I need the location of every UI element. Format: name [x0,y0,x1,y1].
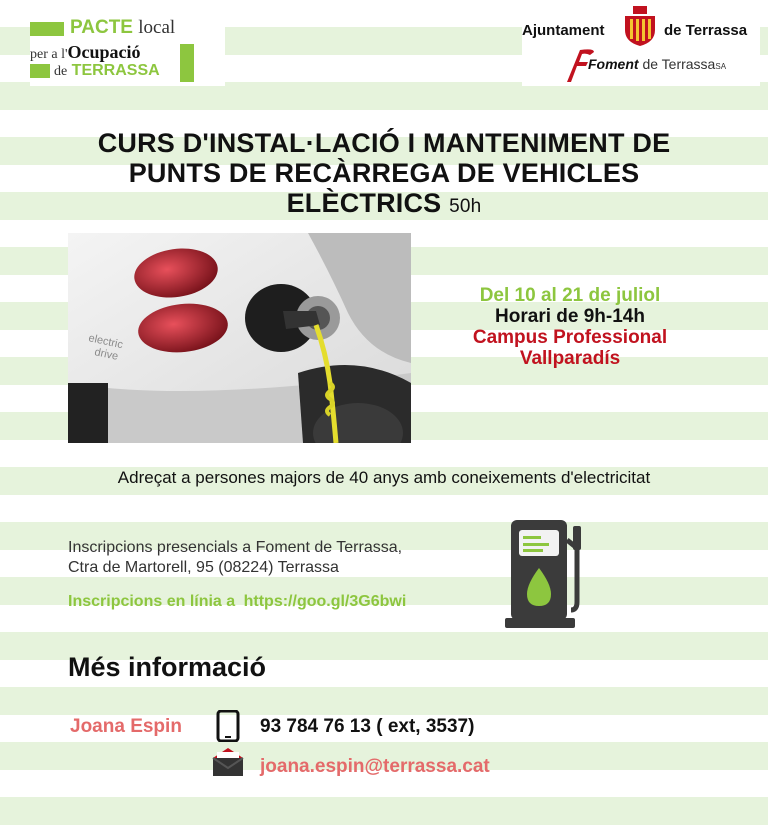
contact-name: Joana Espin [70,716,182,737]
logo-terrassa-word: TERRASSA [71,62,160,79]
inperson-line-2: Ctra de Martorell, 95 (08224) Terrassa [68,559,339,576]
contact-phone[interactable]: 93 784 76 13 ( ext, 3537) [260,716,475,737]
inperson-line-1: Inscripcions presencials a Foment de Terrassa, [68,539,403,556]
title-line-1: CURS D'INSTAL·LACIÓ I MANTENIMENT DE [97,128,671,158]
course-schedule: Horari de 9h-14h [495,306,645,327]
course-audience: Adreçat a persones majors de 40 anys amb coneixements d'electricitat [117,468,651,487]
logo-local-word: local [138,17,176,38]
foment-text [588,56,726,72]
logo-line1 [70,18,175,38]
course-details [430,285,710,369]
logo-line3 [54,62,160,80]
logo-pacte-word: PACTE [70,17,133,38]
title-line-2: PUNTS DE RECÀRREGA DE VEHICLES [128,158,640,188]
contact-email[interactable]: joana.espin@terrassa.cat [260,756,490,777]
online-label: Inscripcions en línia a [68,593,236,610]
pacte-local-logo [30,8,225,86]
logo-per-word: per a l' [30,47,68,62]
course-dates: Del 10 al 21 de juliol [479,285,661,306]
logo-line2 [30,42,141,63]
more-info-heading: Més informació [68,652,267,682]
logo-bar-bottom [30,64,50,78]
title-line-3-text: ELÈCTRICS [286,188,442,218]
logo-ocupacio-word: Ocupació [67,42,141,62]
title-line-3 [40,188,728,222]
inperson-registration [68,538,402,578]
car-badge-line1: electric [87,332,124,352]
course-venue-2: Vallparadís [519,348,621,369]
online-registration [68,593,406,611]
mobile-phone-icon [216,710,240,742]
online-link[interactable]: https://goo.gl/3G6bwi [243,593,407,610]
email-envelope-icon [211,746,245,778]
car-badge-line2: drive [93,346,120,363]
foment-rest-word: de Terrassa [642,56,716,72]
ajuntament-logo [522,4,760,86]
logo-vbar [180,44,194,82]
course-venue-1: Campus Professional [472,327,668,348]
logo-de-word: de [54,64,68,79]
de-terrassa-word: de Terrassa [664,22,748,39]
course-title [40,128,728,222]
green-fuel-pump-icon [505,518,587,630]
ajuntament-word: Ajuntament [522,22,605,39]
foment-suffix: SA [715,62,727,71]
course-duration: 50h [449,196,482,217]
coat-of-arms-icon [622,6,658,46]
charging-car-photo [68,233,411,443]
foment-word: Foment [588,56,639,72]
logo-bar [30,22,64,36]
